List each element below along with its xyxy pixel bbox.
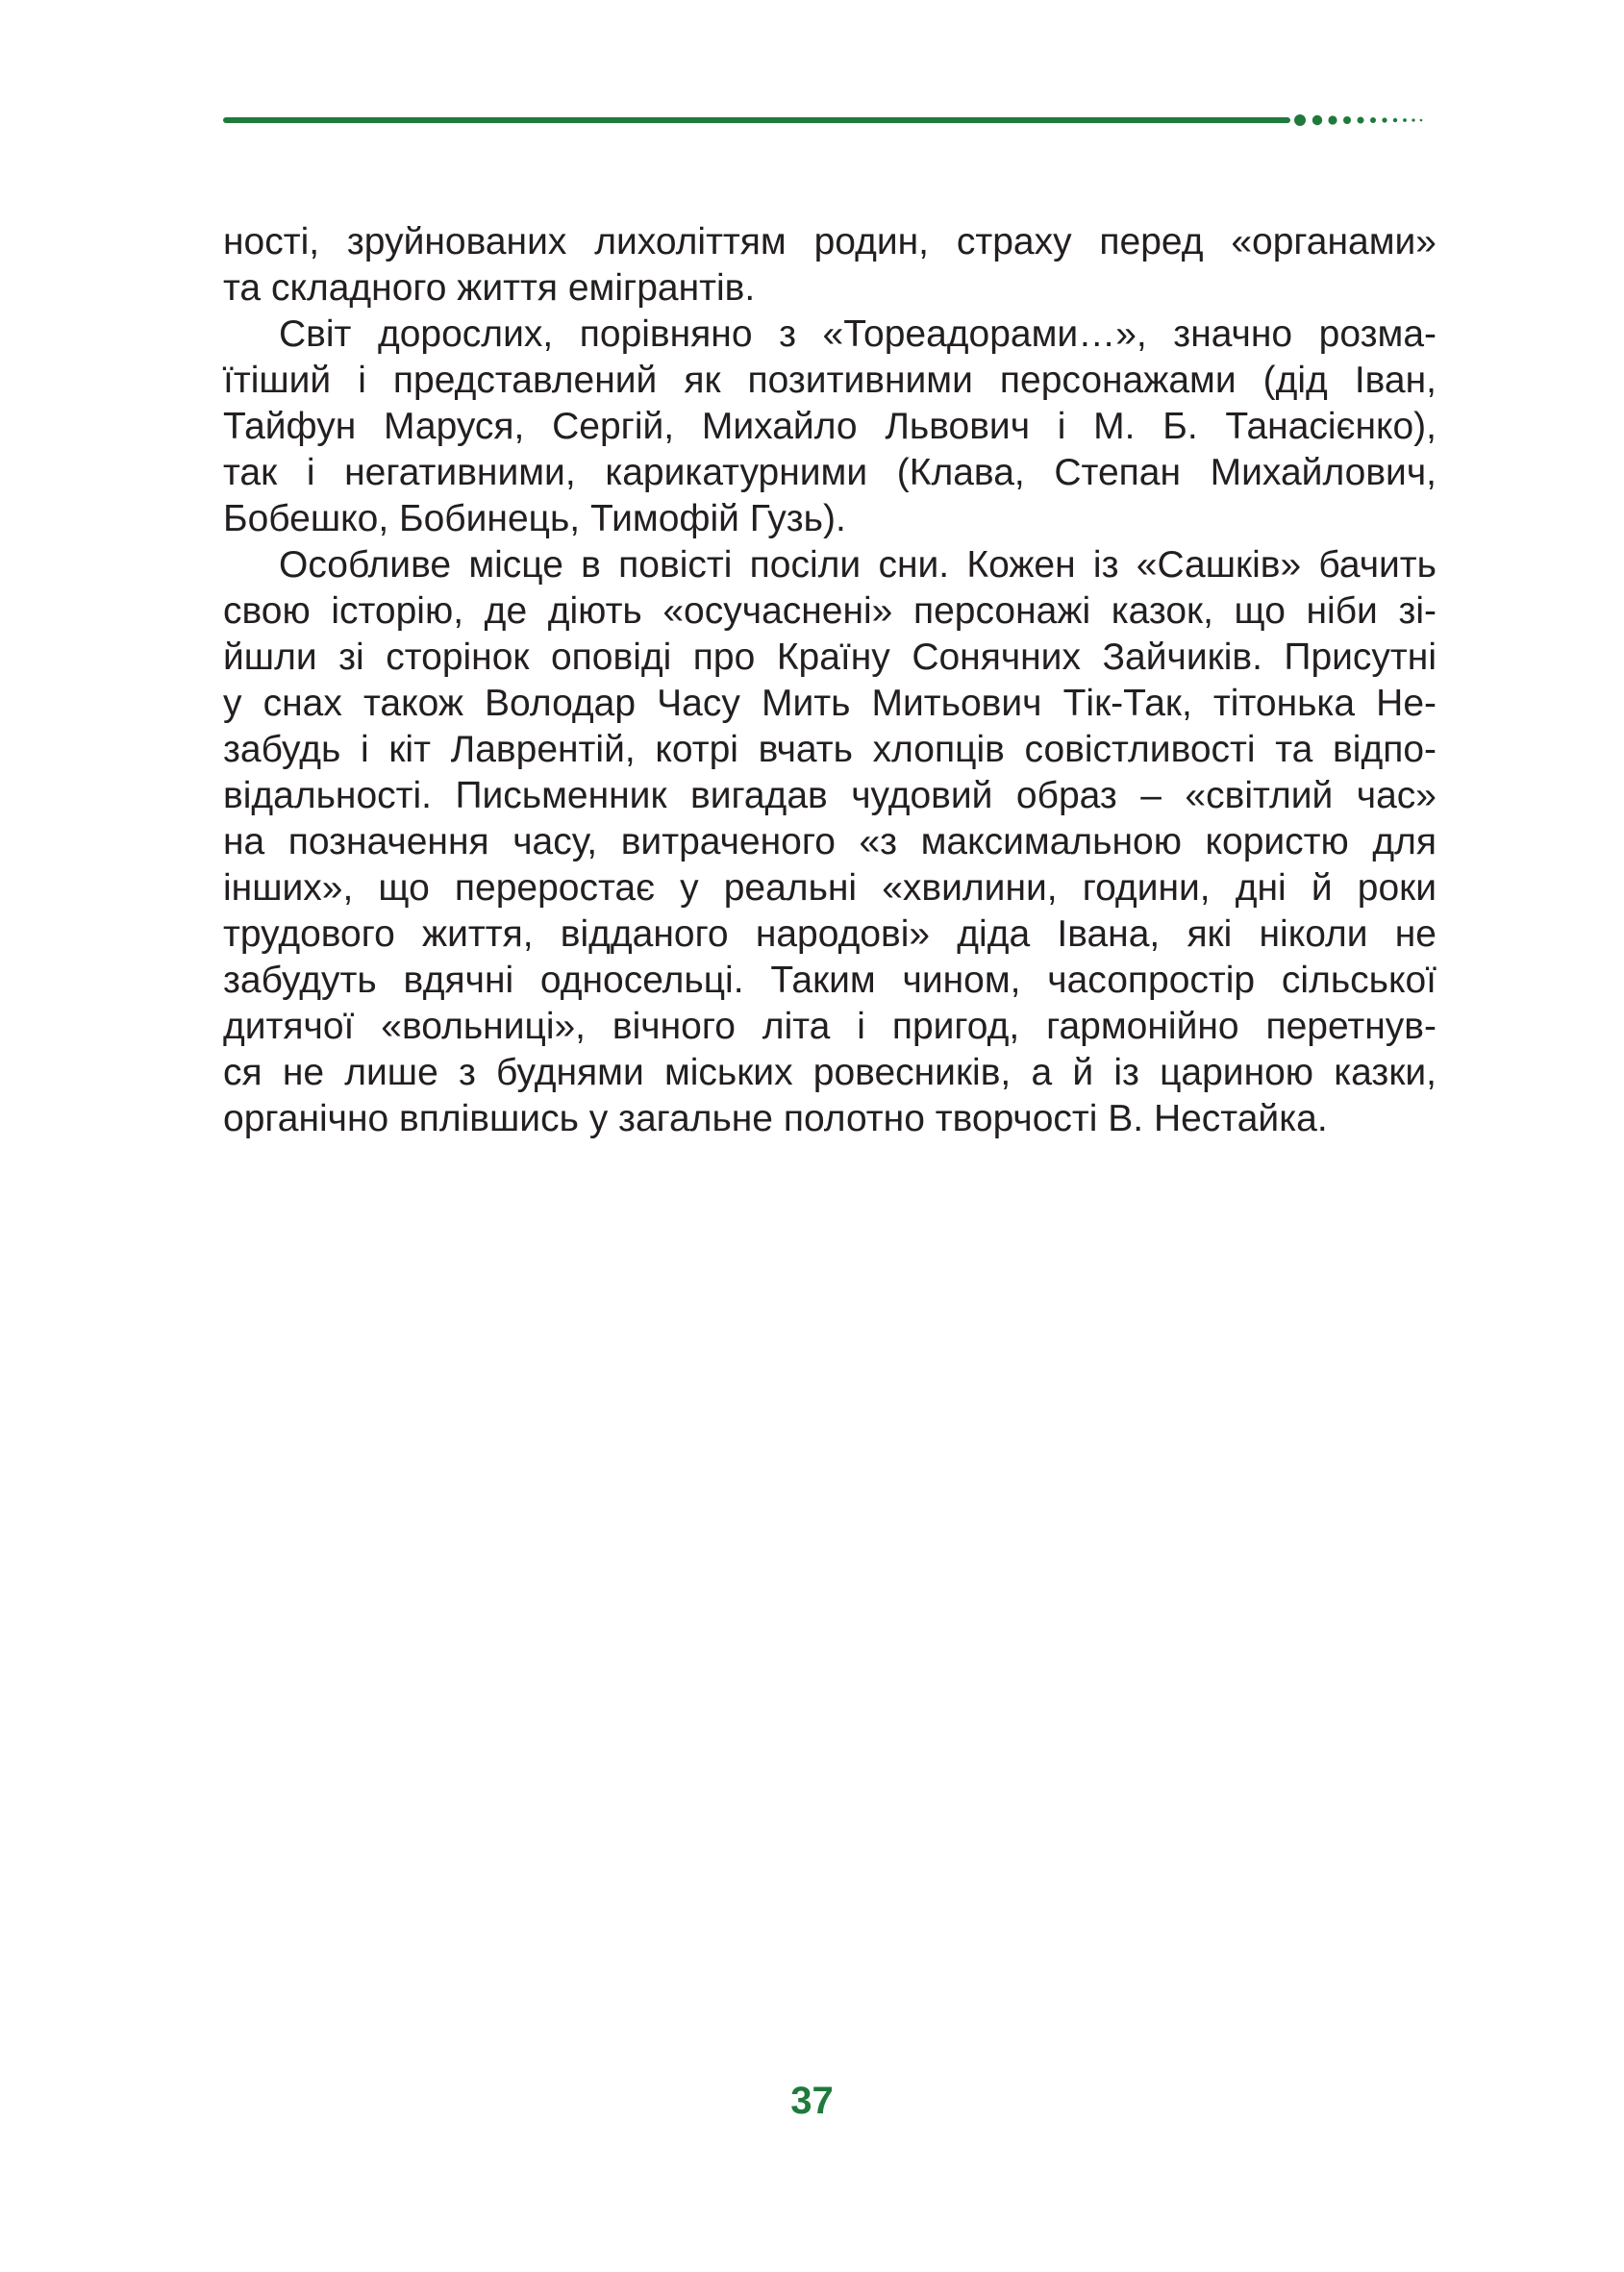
text-line: Світ дорослих, порівняно з «Тореадорами…», значно розма- xyxy=(279,313,1437,355)
page-number: 37 xyxy=(790,2080,834,2122)
text-line: ся не лише з буднями міських ровесників, а й із цариною казки, xyxy=(223,1052,1437,1093)
text-line: Тайфун Маруся, Сергій, Михайло Львович і М. Б. Танасієнко), xyxy=(223,406,1437,447)
body-text xyxy=(223,219,1437,1142)
text-line: Бобешко, Бобинець, Тимофій Гузь). xyxy=(223,498,846,539)
text-line: органічно вплівшись у загальне полотно творчості В. Нестайка. xyxy=(223,1098,1328,1139)
text-line: трудового життя, відданого народові» діда Івана, які ніколи не xyxy=(223,913,1437,955)
text-line: Особливе місце в повісті посіли сни. Кожен із «Сашків» бачить xyxy=(279,544,1437,586)
text-line: йшли зі сторінок оповіді про Країну Сонячних Зайчиків. Присутні xyxy=(223,637,1437,678)
text-line: відальності. Письменник вигадав чудовий образ – «світлий час» xyxy=(223,775,1437,816)
header-dots-ornament xyxy=(1292,112,1437,128)
text-line: їтіший і представлений як позитивними персонажами (дід Іван, xyxy=(223,360,1437,401)
paragraph xyxy=(223,219,1437,312)
paragraph xyxy=(223,312,1437,542)
text-line: ності, зруйнованих лихоліттям родин, страху перед «органами» xyxy=(223,221,1437,262)
text-line: так і негативними, карикатурними (Клава, Степан Михайлович, xyxy=(223,452,1437,493)
text-line: на позначення часу, витраченого «з максимальною користю для xyxy=(223,821,1437,862)
text-line: забудуть вдячні односельці. Таким чином, часопростір сільської xyxy=(223,960,1437,1001)
text-line: інших», що переростає у реальні «хвилини, години, дні й роки xyxy=(223,867,1437,909)
text-line: свою історію, де діють «осучаснені» персонажі казок, що ніби зі- xyxy=(223,590,1437,632)
text-line: у снах також Володар Часу Мить Митьович Тік-Так, тітонька Не- xyxy=(223,683,1437,724)
paragraph xyxy=(223,542,1437,1142)
text-line: дитячої «вольниці», вічного літа і пригод, гармонійно перетнув- xyxy=(223,1006,1437,1047)
text-line: та складного життя емігрантів. xyxy=(223,267,756,309)
header-rule xyxy=(223,117,1290,123)
text-line: забудь і кіт Лаврентій, котрі вчать хлопців совістливості та відпо- xyxy=(223,729,1437,770)
